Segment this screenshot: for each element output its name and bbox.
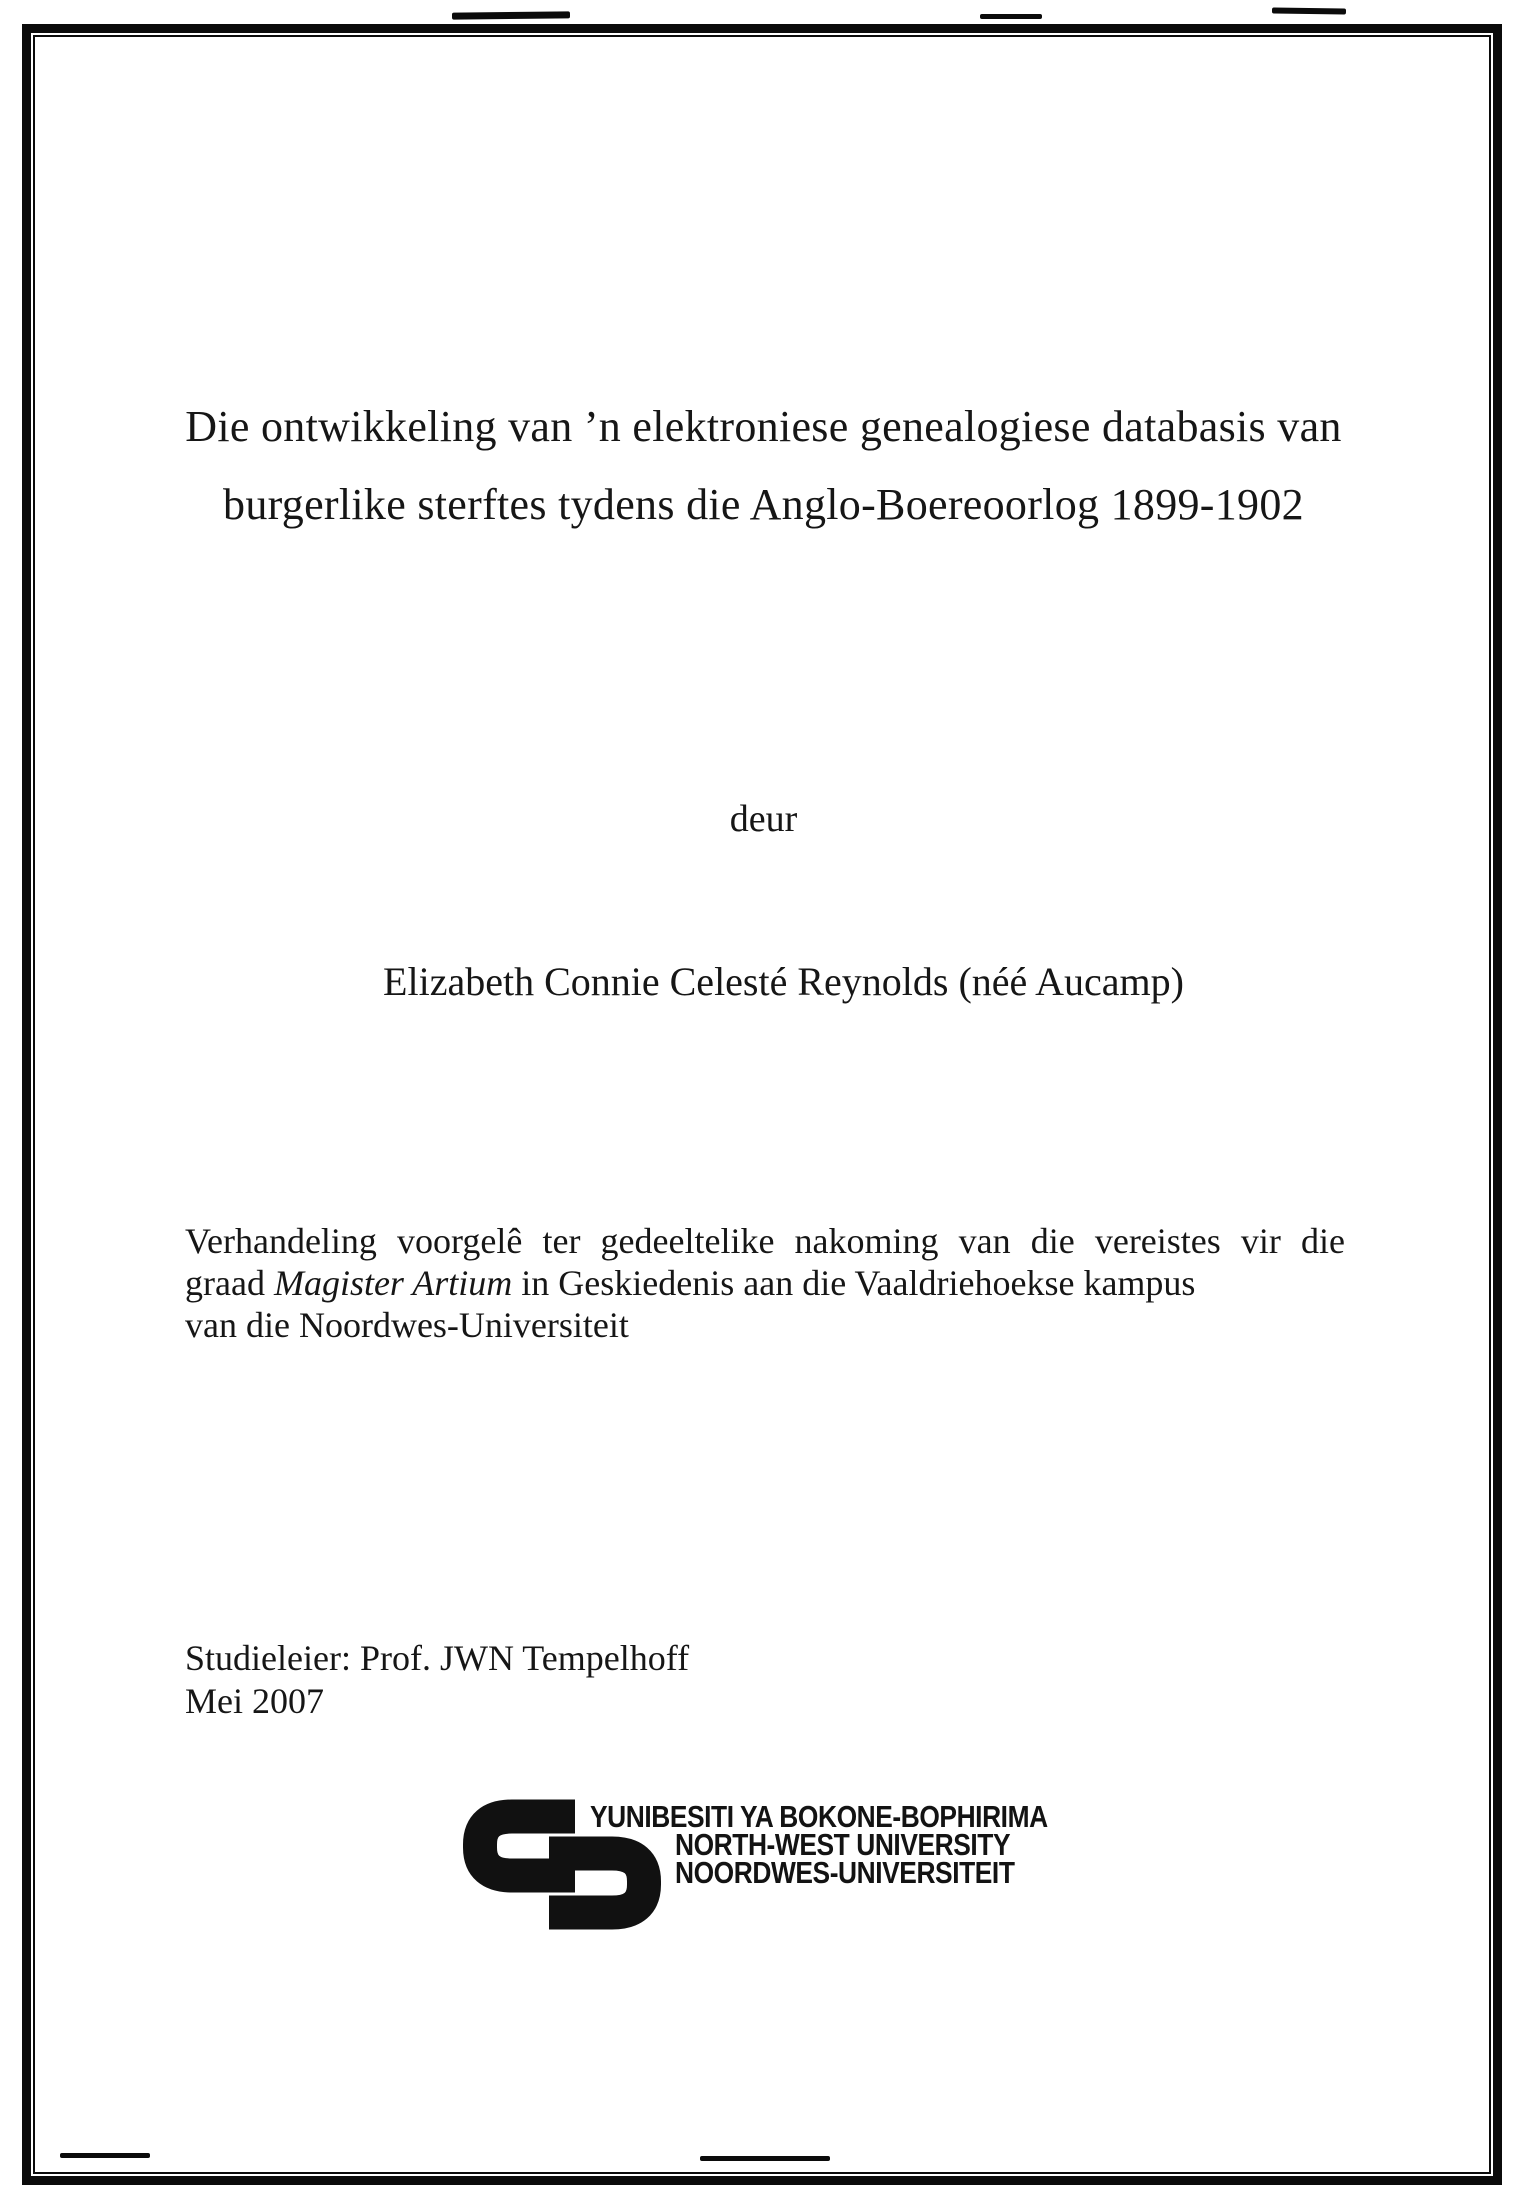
author-name: Elizabeth Connie Celesté Reynolds (néé Aucamp) <box>383 959 1184 1004</box>
supervisor-block <box>185 1637 689 1723</box>
scan-artifact <box>980 14 1042 19</box>
degree-statement-line2 <box>185 1262 1345 1304</box>
degree-statement-line3: van die Noordwes-Universiteit <box>185 1305 629 1345</box>
supervisor-line: Studieleier: Prof. JWN Tempelhoff <box>185 1638 690 1678</box>
scan-artifact <box>452 11 570 19</box>
degree-statement <box>185 1220 1345 1346</box>
degree-name-italic: Magister Artium <box>273 1263 513 1303</box>
university-logo <box>462 1795 1102 1955</box>
logo-wordmark-line2: NORTH-WEST UNIVERSITY <box>675 1827 1011 1862</box>
thesis-title <box>90 388 1437 544</box>
byline-label: deur <box>729 798 798 840</box>
logo-wordmark-line1: YUNIBESITI YA BOKONE-BOPHIRIMA <box>590 1799 1048 1834</box>
date-line: Mei 2007 <box>185 1681 324 1721</box>
degree-statement-line2-prefix: graad <box>185 1263 274 1303</box>
thesis-title-line2: burgerlike sterftes tydens die Anglo-Boereoorlog 1899-1902 <box>223 480 1304 529</box>
logo-wordmark <box>590 1799 1048 1890</box>
degree-statement-line1: Verhandeling voorgelê ter gedeeltelike nakoming van die vereistes vir die <box>185 1221 1345 1261</box>
thesis-title-line1: Die ontwikkeling van ’n elektroniese genealogiese databasis van <box>185 402 1342 451</box>
logo-wordmark-line3: NOORDWES-UNIVERSITEIT <box>675 1855 1015 1890</box>
degree-statement-line2-suffix: in Geskiedenis aan die Vaaldriehoekse kampus <box>512 1263 1196 1303</box>
scan-artifact <box>1272 7 1346 14</box>
